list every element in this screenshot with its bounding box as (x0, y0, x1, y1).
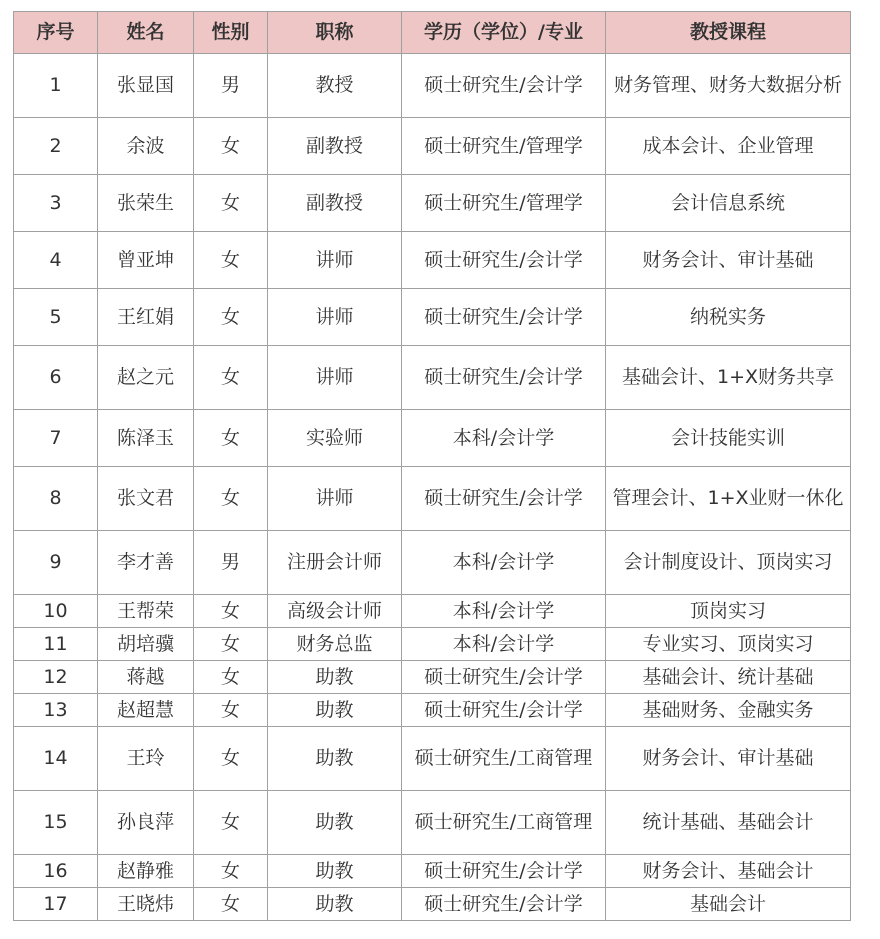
cell-gender: 男 (194, 531, 268, 595)
table-row (14, 855, 851, 888)
cell-index: 14 (14, 727, 98, 791)
cell-education: 硕士研究生/会计学 (402, 232, 606, 289)
cell-title: 副教授 (268, 118, 402, 175)
cell-name: 王帮荣 (98, 595, 194, 628)
cell-index: 3 (14, 175, 98, 232)
cell-gender: 女 (194, 289, 268, 346)
cell-index: 5 (14, 289, 98, 346)
header-name: 姓名 (98, 12, 194, 54)
cell-courses: 财务管理、财务大数据分析 (606, 54, 851, 118)
cell-index: 17 (14, 888, 98, 921)
cell-courses: 财务会计、审计基础 (606, 232, 851, 289)
table-row (14, 628, 851, 661)
cell-index: 16 (14, 855, 98, 888)
table-body (14, 54, 851, 921)
cell-name: 胡培骥 (98, 628, 194, 661)
cell-name: 李才善 (98, 531, 194, 595)
cell-gender: 女 (194, 628, 268, 661)
table-row (14, 467, 851, 531)
cell-courses: 基础会计、统计基础 (606, 661, 851, 694)
cell-education: 硕士研究生/工商管理 (402, 791, 606, 855)
cell-title: 注册会计师 (268, 531, 402, 595)
faculty-table (13, 11, 851, 921)
cell-name: 王晓炜 (98, 888, 194, 921)
cell-title: 助教 (268, 727, 402, 791)
cell-title: 讲师 (268, 289, 402, 346)
cell-name: 张荣生 (98, 175, 194, 232)
table-row (14, 727, 851, 791)
cell-title: 助教 (268, 791, 402, 855)
table-row (14, 888, 851, 921)
cell-index: 8 (14, 467, 98, 531)
cell-gender: 女 (194, 467, 268, 531)
cell-gender: 男 (194, 54, 268, 118)
cell-name: 蒋越 (98, 661, 194, 694)
cell-name: 王红娟 (98, 289, 194, 346)
cell-index: 15 (14, 791, 98, 855)
cell-index: 9 (14, 531, 98, 595)
table-row (14, 175, 851, 232)
cell-education: 硕士研究生/管理学 (402, 118, 606, 175)
cell-name: 孙良萍 (98, 791, 194, 855)
cell-title: 助教 (268, 661, 402, 694)
cell-title: 助教 (268, 888, 402, 921)
cell-education: 硕士研究生/会计学 (402, 661, 606, 694)
table-header (14, 12, 851, 54)
cell-courses: 成本会计、企业管理 (606, 118, 851, 175)
header-row (14, 12, 851, 54)
cell-education: 硕士研究生/会计学 (402, 467, 606, 531)
cell-title: 财务总监 (268, 628, 402, 661)
cell-index: 11 (14, 628, 98, 661)
cell-index: 6 (14, 346, 98, 410)
cell-index: 2 (14, 118, 98, 175)
table-row (14, 791, 851, 855)
cell-name: 曾亚坤 (98, 232, 194, 289)
cell-education: 硕士研究生/会计学 (402, 888, 606, 921)
table-row (14, 54, 851, 118)
cell-index: 13 (14, 694, 98, 727)
cell-title: 讲师 (268, 346, 402, 410)
cell-education: 本科/会计学 (402, 531, 606, 595)
cell-education: 硕士研究生/会计学 (402, 289, 606, 346)
header-courses: 教授课程 (606, 12, 851, 54)
cell-education: 硕士研究生/会计学 (402, 54, 606, 118)
cell-name: 王玲 (98, 727, 194, 791)
cell-courses: 基础财务、金融实务 (606, 694, 851, 727)
cell-courses: 纳税实务 (606, 289, 851, 346)
cell-courses: 会计制度设计、顶岗实习 (606, 531, 851, 595)
cell-title: 教授 (268, 54, 402, 118)
cell-courses: 管理会计、1+X业财一休化 (606, 467, 851, 531)
cell-title: 助教 (268, 855, 402, 888)
cell-gender: 女 (194, 118, 268, 175)
cell-gender: 女 (194, 232, 268, 289)
cell-gender: 女 (194, 888, 268, 921)
cell-education: 硕士研究生/会计学 (402, 694, 606, 727)
cell-courses: 财务会计、基础会计 (606, 855, 851, 888)
cell-courses: 会计技能实训 (606, 410, 851, 467)
cell-education: 硕士研究生/会计学 (402, 855, 606, 888)
cell-courses: 顶岗实习 (606, 595, 851, 628)
cell-name: 张显国 (98, 54, 194, 118)
cell-gender: 女 (194, 346, 268, 410)
cell-name: 赵超慧 (98, 694, 194, 727)
cell-name: 赵静雅 (98, 855, 194, 888)
cell-gender: 女 (194, 727, 268, 791)
header-gender: 性别 (194, 12, 268, 54)
cell-education: 硕士研究生/会计学 (402, 346, 606, 410)
cell-gender: 女 (194, 175, 268, 232)
cell-education: 硕士研究生/工商管理 (402, 727, 606, 791)
cell-courses: 专业实习、顶岗实习 (606, 628, 851, 661)
cell-gender: 女 (194, 694, 268, 727)
header-index: 序号 (14, 12, 98, 54)
cell-name: 张文君 (98, 467, 194, 531)
cell-gender: 女 (194, 595, 268, 628)
cell-gender: 女 (194, 855, 268, 888)
cell-index: 1 (14, 54, 98, 118)
table-row (14, 531, 851, 595)
table-row (14, 232, 851, 289)
cell-gender: 女 (194, 791, 268, 855)
cell-education: 本科/会计学 (402, 410, 606, 467)
cell-index: 12 (14, 661, 98, 694)
cell-title: 实验师 (268, 410, 402, 467)
cell-courses: 会计信息系统 (606, 175, 851, 232)
cell-name: 赵之元 (98, 346, 194, 410)
cell-title: 讲师 (268, 232, 402, 289)
table-row (14, 661, 851, 694)
table-row (14, 289, 851, 346)
cell-courses: 基础会计 (606, 888, 851, 921)
cell-title: 讲师 (268, 467, 402, 531)
table-row (14, 694, 851, 727)
table-row (14, 410, 851, 467)
table-row (14, 595, 851, 628)
cell-title: 副教授 (268, 175, 402, 232)
cell-gender: 女 (194, 661, 268, 694)
cell-gender: 女 (194, 410, 268, 467)
cell-index: 7 (14, 410, 98, 467)
table-row (14, 118, 851, 175)
table-row (14, 346, 851, 410)
cell-index: 10 (14, 595, 98, 628)
header-title: 职称 (268, 12, 402, 54)
cell-title: 助教 (268, 694, 402, 727)
cell-courses: 基础会计、1+X财务共享 (606, 346, 851, 410)
cell-education: 硕士研究生/管理学 (402, 175, 606, 232)
cell-name: 陈泽玉 (98, 410, 194, 467)
cell-education: 本科/会计学 (402, 595, 606, 628)
cell-title: 高级会计师 (268, 595, 402, 628)
cell-courses: 统计基础、基础会计 (606, 791, 851, 855)
cell-index: 4 (14, 232, 98, 289)
cell-education: 本科/会计学 (402, 628, 606, 661)
cell-courses: 财务会计、审计基础 (606, 727, 851, 791)
header-education: 学历（学位）/专业 (402, 12, 606, 54)
cell-name: 余波 (98, 118, 194, 175)
